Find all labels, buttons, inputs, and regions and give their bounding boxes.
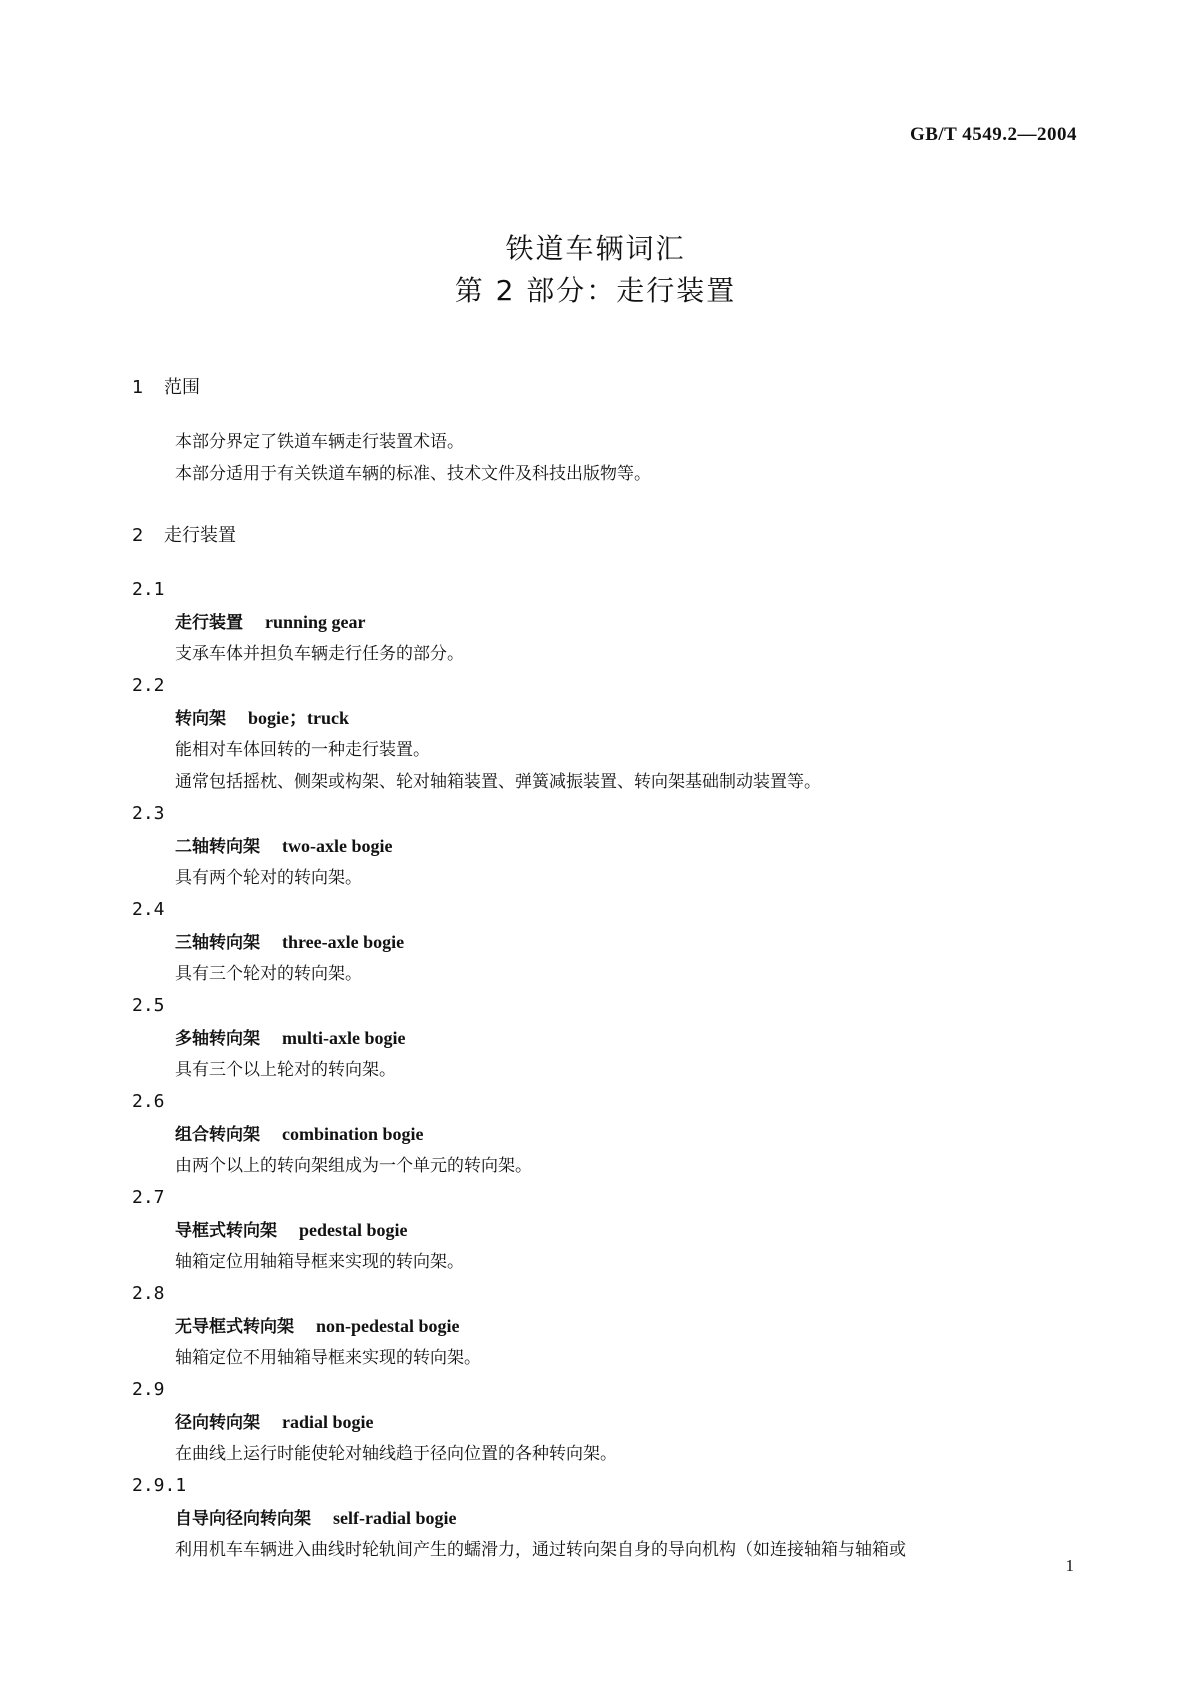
term-chinese: 走行装置 (175, 613, 243, 633)
term-number: 2.4 (132, 899, 165, 920)
term-number: 2.3 (132, 803, 165, 824)
term-definition: 具有三个以上轮对的转向架。 (175, 1060, 396, 1080)
term-chinese: 导框式转向架 (175, 1221, 277, 1241)
term-english: multi-axle bogie (282, 1028, 406, 1048)
term-definition: 在曲线上运行时能使轮对轴线趋于径向位置的各种转向架。 (175, 1444, 617, 1464)
term-number: 2.7 (132, 1187, 165, 1208)
term-chinese: 三轴转向架 (175, 933, 260, 953)
term-definition: 由两个以上的转向架组成为一个单元的转向架。 (175, 1156, 532, 1176)
page-number: 1 (1065, 1556, 1074, 1575)
term-entry (132, 702, 1072, 734)
term-entry (132, 1502, 1072, 1534)
term-english: two-axle bogie (282, 836, 393, 856)
term-english: combination bogie (282, 1124, 424, 1144)
section-2-heading (132, 520, 1072, 552)
term-chinese: 多轴转向架 (175, 1029, 260, 1049)
term-definition: 利用机车车辆进入曲线时轮轨间产生的蠕滑力，通过转向架自身的导向机构（如连接轴箱与轴箱或 (175, 1540, 906, 1560)
term-english: pedestal bogie (299, 1220, 408, 1240)
term-chinese: 转向架 (175, 709, 226, 729)
standard-code: GB/T 4549.2—2004 (909, 124, 1077, 145)
paragraph: 本部分界定了铁道车辆走行装置术语。 (175, 432, 464, 452)
term-definition: 具有两个轮对的转向架。 (175, 868, 362, 888)
term-definition: 轴箱定位用轴箱导框来实现的转向架。 (175, 1252, 464, 1272)
term-english: running gear (265, 612, 366, 632)
term-number: 2.5 (132, 995, 165, 1016)
term-entry (132, 830, 1072, 862)
term-entry (132, 1406, 1072, 1438)
term-number: 2.1 (132, 579, 165, 600)
term-number: 2.9 (132, 1379, 165, 1400)
term-english: self-radial bogie (333, 1508, 457, 1528)
section-title: 范围 (164, 377, 200, 398)
term-chinese: 径向转向架 (175, 1413, 260, 1433)
term-chinese: 组合转向架 (175, 1125, 260, 1145)
term-definition: 能相对车体回转的一种走行装置。 (175, 740, 430, 760)
term-english: three-axle bogie (282, 932, 405, 952)
document-body (132, 372, 1072, 1566)
term-definition: 通常包括摇枕、侧架或构架、轮对轴箱装置、弹簧减振装置、转向架基础制动装置等。 (175, 772, 821, 792)
section-number: 1 (132, 377, 144, 398)
term-definition: 支承车体并担负车辆走行任务的部分。 (175, 644, 464, 664)
term-entry (132, 1022, 1072, 1054)
term-chinese: 自导向径向转向架 (175, 1509, 311, 1529)
title-line-2: 第 2 部分：走行装置 (454, 274, 737, 307)
title-line-1: 铁道车辆词汇 (505, 232, 686, 265)
section-title: 走行装置 (164, 525, 236, 546)
term-definition: 具有三个轮对的转向架。 (175, 964, 362, 984)
term-number: 2.2 (132, 675, 165, 696)
paragraph: 本部分适用于有关铁道车辆的标准、技术文件及科技出版物等。 (175, 464, 651, 484)
term-entry (132, 606, 1072, 638)
term-entry (132, 1310, 1072, 1342)
section-1-heading (132, 372, 1072, 404)
term-number: 2.8 (132, 1283, 165, 1304)
term-chinese: 二轴转向架 (175, 837, 260, 857)
term-english: radial bogie (282, 1412, 374, 1432)
document-title (0, 228, 1191, 312)
section-number: 2 (132, 525, 144, 546)
term-number: 2.9.1 (132, 1475, 187, 1496)
term-english: non-pedestal bogie (316, 1316, 460, 1336)
term-definition: 轴箱定位不用轴箱导框来实现的转向架。 (175, 1348, 481, 1368)
term-english: bogie；truck (248, 708, 349, 728)
term-entry (132, 1118, 1072, 1150)
term-chinese: 无导框式转向架 (175, 1317, 294, 1337)
term-entry (132, 926, 1072, 958)
term-entry (132, 1214, 1072, 1246)
term-number: 2.6 (132, 1091, 165, 1112)
